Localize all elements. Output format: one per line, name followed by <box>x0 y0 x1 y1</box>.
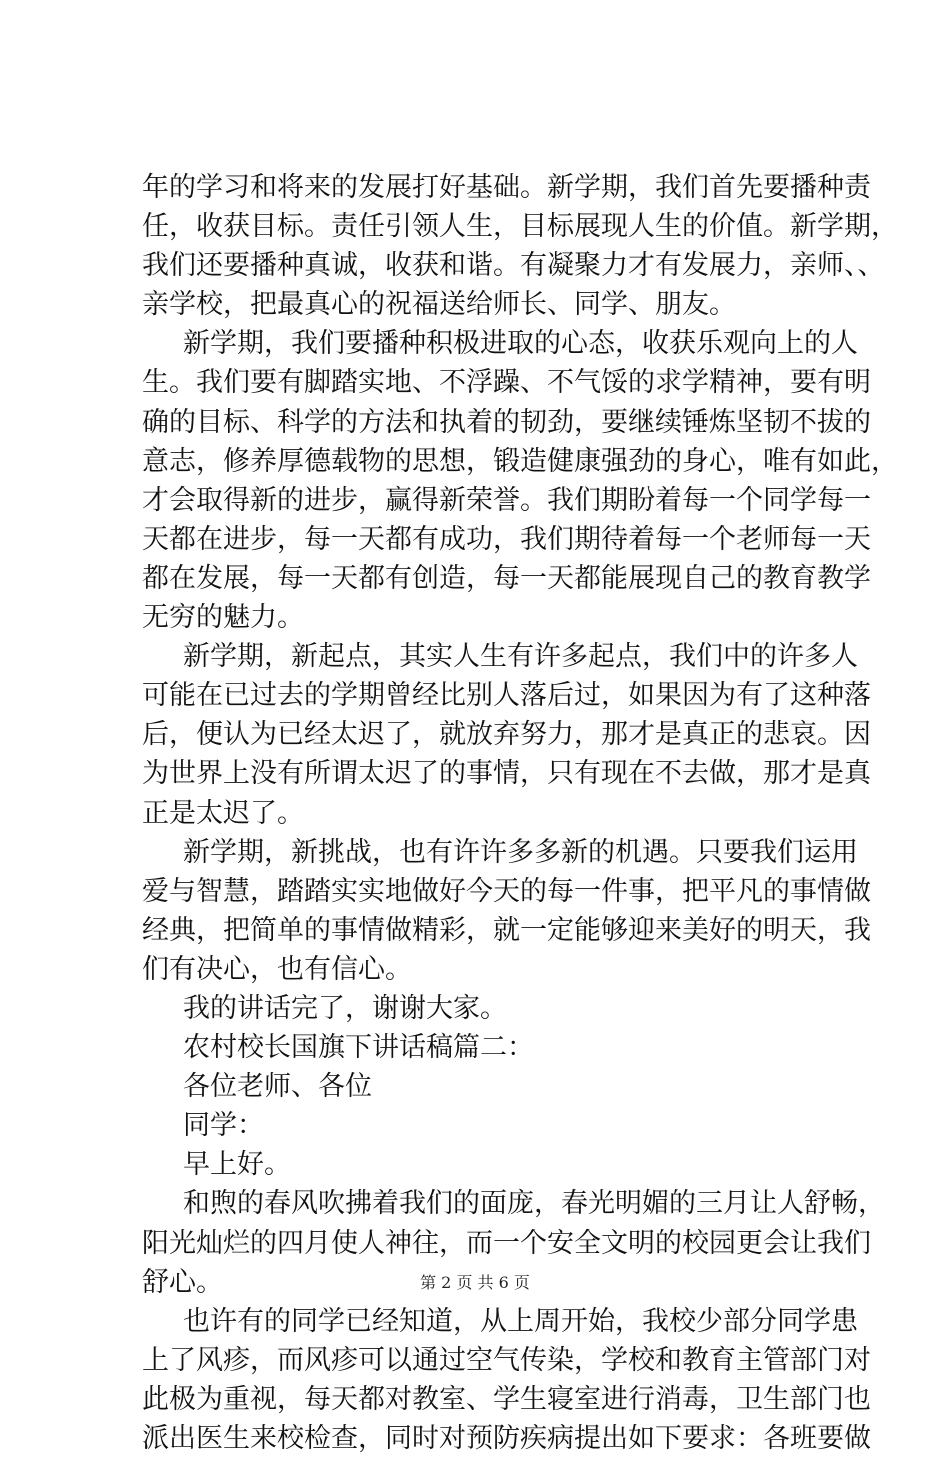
text-line-content: 早上好。 <box>183 1149 291 1181</box>
page-footer: 第 2 页 共 6 页 <box>420 1273 530 1292</box>
text-line-content: 才会取得新的进步，赢得新荣誉。我们期盼着每一个同学每一 <box>142 484 871 516</box>
text-line <box>142 1067 832 1106</box>
text-line-content: 派出医生来校检查，同时对预防疾病提出如下要求：各班要做 <box>142 1423 871 1454</box>
text-line <box>142 715 871 754</box>
document-body <box>142 168 898 1458</box>
text-line-content: 们有决心，也有信心。 <box>142 953 412 985</box>
text-line-content: 意志，修养厚德载物的思想，锻造健康强劲的身心，唯有如此， <box>142 445 898 477</box>
text-line-content: 年的学习和将来的发展打好基础。新学期，我们首先要播种责 <box>142 172 871 203</box>
text-line <box>142 1145 832 1184</box>
text-line-content: 都在发展，每一天都有创造，每一天都能展现自己的教育教学 <box>142 562 871 594</box>
text-line <box>142 363 871 402</box>
text-line <box>142 207 898 246</box>
text-line-content: 爱与智慧，踏踏实实地做好今天的每一件事，把平凡的事情做 <box>142 875 871 907</box>
text-line <box>142 1028 832 1067</box>
text-line <box>142 442 898 481</box>
text-line-content: 生。我们要有脚踏实地、不浮躁、不气馁的求学精神，要有明 <box>142 367 871 399</box>
text-line <box>142 754 871 793</box>
text-line-content: 同学： <box>183 1110 264 1142</box>
text-line <box>142 1419 871 1458</box>
text-line-content: 后，便认为已经太迟了，就放弃努力，那才是真正的悲哀。因 <box>142 719 871 751</box>
text-line-content: 新学期，新起点，其实人生有许多起点，我们中的许多人 <box>183 641 858 673</box>
text-line <box>142 246 885 285</box>
text-line <box>142 950 832 989</box>
text-line <box>142 598 832 637</box>
text-line <box>142 1380 871 1419</box>
text-line <box>142 872 871 911</box>
text-line-content: 为世界上没有所谓太迟了的事情，只有现在不去做，那才是真 <box>142 758 871 790</box>
text-line-content: 此极为重视，每天都对教室、学生寝室进行消毒，卫生部门也 <box>142 1383 871 1415</box>
text-line-content: 新学期，我们要播种积极进取的心态，收获乐观向上的人 <box>183 328 858 360</box>
text-line <box>142 559 871 598</box>
text-line-content: 农村校长国旗下讲话稿篇二： <box>183 1032 534 1064</box>
text-line-content: 任，收获目标。责任引领人生，目标展现人生的价值。新学期， <box>142 211 898 243</box>
text-line-content: 可能在已过去的学期曾经比别人落后过，如果因为有了这种落 <box>142 680 871 712</box>
text-line <box>142 1184 885 1223</box>
text-line <box>142 1341 871 1380</box>
text-line <box>142 911 871 950</box>
text-line-content: 我们还要播种真诚，收获和谐。有凝聚力才有发展力，亲师、、 <box>142 250 885 282</box>
text-line-content: 确的目标、科学的方法和执着的韧劲，要继续锤炼坚韧不拔的 <box>142 406 871 438</box>
text-line-content: 正是太迟了。 <box>142 797 304 829</box>
text-line-content: 我的讲话完了，谢谢大家。 <box>183 992 507 1024</box>
text-line <box>142 794 832 833</box>
text-line-content: 新学期，新挑战，也有许许多多新的机遇。只要我们运用 <box>183 836 858 868</box>
text-line <box>142 637 858 676</box>
text-line-content: 舒心。 <box>142 1266 223 1298</box>
text-line-content: 无穷的魅力。 <box>142 602 304 634</box>
text-line <box>142 520 871 559</box>
text-line <box>142 285 832 324</box>
text-line <box>142 676 871 715</box>
text-line <box>142 403 871 442</box>
text-line <box>142 1302 858 1341</box>
text-line <box>142 989 832 1028</box>
text-line-content: 上了风疹，而风疹可以通过空气传染，学校和教育主管部门对 <box>142 1344 871 1376</box>
text-line-content: 各位老师、各位 <box>183 1071 372 1103</box>
text-line <box>142 1106 832 1145</box>
text-line-content: 经典，把简单的事情做精彩，就一定能够迎来美好的明天，我 <box>142 914 871 946</box>
text-line-content: 阳光灿烂的四月使人神往，而一个安全文明的校园更会让我们 <box>142 1227 871 1259</box>
text-line <box>142 833 858 872</box>
text-line <box>142 324 858 363</box>
text-line <box>142 481 871 520</box>
text-line <box>142 1224 871 1263</box>
text-line-content: 也许有的同学已经知道，从上周开始，我校少部分同学患 <box>183 1305 858 1337</box>
text-line-content: 亲学校，把最真心的祝福送给师长、同学、朋友。 <box>142 289 736 321</box>
text-line-content: 和煦的春风吹拂着我们的面庞，春光明媚的三月让人舒畅， <box>183 1188 885 1220</box>
text-line <box>142 168 871 207</box>
text-line-content: 天都在进步，每一天都有成功，我们期待着每一个老师每一天 <box>142 523 871 555</box>
